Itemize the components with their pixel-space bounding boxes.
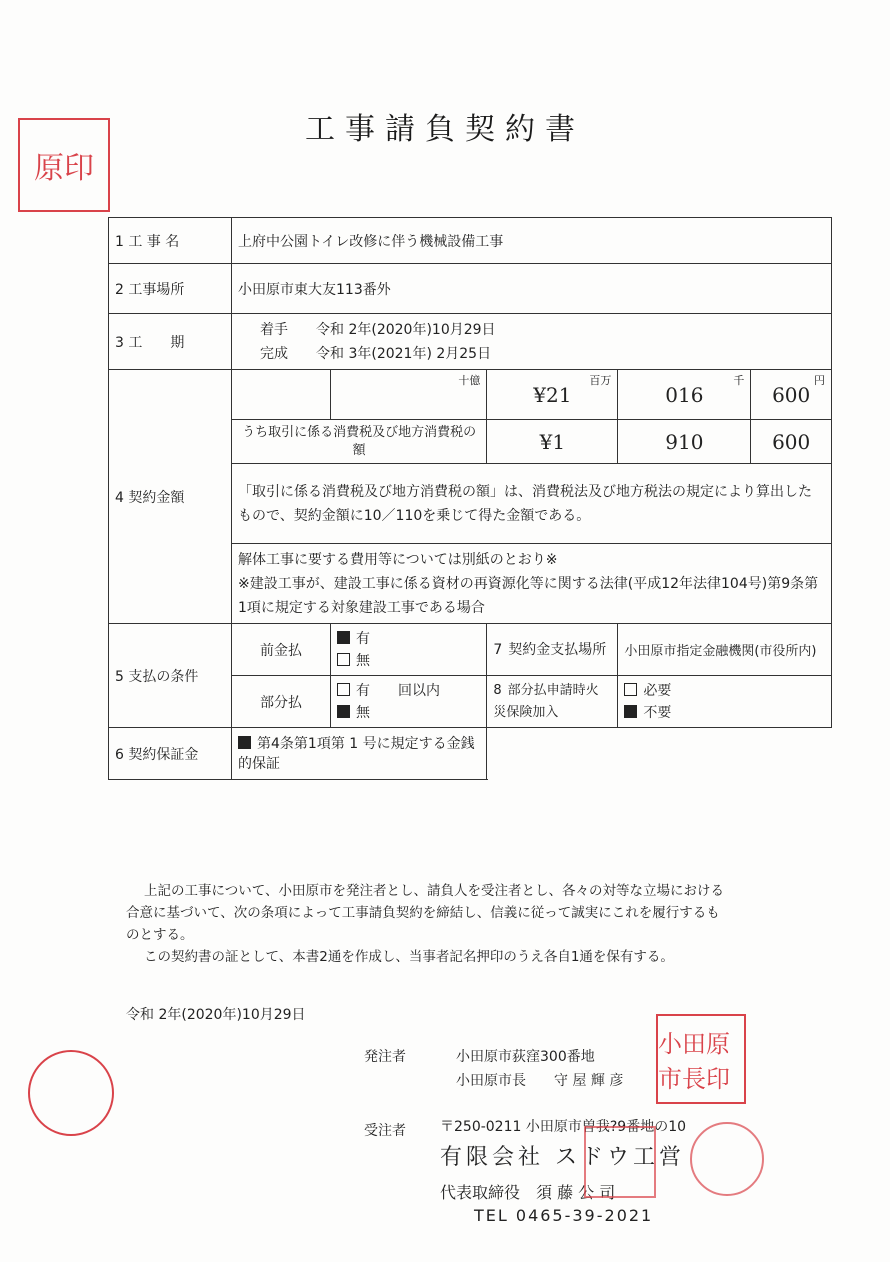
- row1-label: 1 工 事 名: [109, 218, 232, 264]
- orderer-role: 発注者: [364, 1049, 406, 1065]
- row2-value: 小田原市東大友113番外: [232, 264, 832, 314]
- row4-label: 4 契約金額: [109, 370, 232, 624]
- top-seal: 原印: [18, 118, 110, 212]
- insurance-noneed-checkbox: [624, 705, 637, 718]
- advance-yes-checkbox: [337, 631, 350, 644]
- orderer-address: 小田原市荻窪300番地: [456, 1049, 595, 1065]
- insurance-label: 8 部分払申請時火災保険加入: [487, 676, 618, 728]
- row6-value: 第4条第1項第 1 号に規定する金銭的保証: [232, 728, 487, 780]
- tax-note: 「取引に係る消費税及び地方消費税の額」は、消費税法及び地方税法の規定により算出したもので、契約金額に10／110を乗じて得た金額である。: [232, 464, 832, 544]
- contract-date: 令和 2年(2020年)10月29日: [126, 1007, 306, 1023]
- document-title: 工事請負契約書: [305, 112, 585, 147]
- payment-place-value: 小田原市指定金融機関(市役所内): [618, 624, 832, 676]
- contractor-address: 〒250-0211 小田原市曽我?9番地の10: [440, 1119, 687, 1135]
- amount-thousand: 016 千: [618, 370, 751, 420]
- round-seal-right: [690, 1122, 764, 1196]
- contractor-role: 受注者: [364, 1123, 406, 1139]
- contractor-representative: 代表取締役 須 藤 公 司: [440, 1183, 616, 1202]
- row6-label: 6 契約保証金: [109, 728, 232, 780]
- guarantee-checkbox: [238, 736, 251, 749]
- row3-value: 着手 令和 2年(2020年)10月29日 完成 令和 3年(2021年) 2月25日: [232, 314, 832, 370]
- tax-thousand: 910: [618, 420, 751, 464]
- partial-no-checkbox: [337, 705, 350, 718]
- partial-options: 有 回以内 無: [331, 676, 487, 728]
- tax-million: ¥1: [487, 420, 618, 464]
- partial-yes-checkbox: [337, 683, 350, 696]
- contractor-company: 有限会社 スドウ工営: [440, 1145, 685, 1170]
- row1-value: 上府中公園トイレ改修に伴う機械設備工事: [232, 218, 832, 264]
- mayor-seal: 小田原市長印: [656, 1014, 746, 1104]
- row3-label: 3 工 期: [109, 314, 232, 370]
- advance-label: 前金払: [232, 624, 331, 676]
- tax-yen: 600: [751, 420, 832, 464]
- copies-paragraph: この契約書の証として、本書2通を作成し、当事者記名押印のうえ各自1通を保有する。: [144, 949, 674, 965]
- insurance-options: 必要 不要: [618, 676, 832, 728]
- partial-label: 部分払: [232, 676, 331, 728]
- row5-label: 5 支払の条件: [109, 624, 232, 728]
- advance-no-checkbox: [337, 653, 350, 666]
- advance-options: 有 無: [331, 624, 487, 676]
- contract-table: 1 工 事 名 上府中公園トイレ改修に伴う機械設備工事 2 工事場所 小田原市東大友113番外 3 工 期 着手 令和 2年(2020年)10月29日 完成 令和 3年(2021年) 2月25日 4 契約金額 十億 ¥21 百万 016 千 600 円 うち取引に係る消費税及び地方消費税の額 ¥1 910 600 「取引に係る消費税及び地方消費税の額」は、消費税法及び地方税法の規定により算出したもので、契約金額に10／110を乗じて得た金額である。 解体工事に要する費用等については別紙のとおり※ ※建設工事が、建設工事に係る資材の再資源化等に関する法律(平成12年法律104号)第9条第1項に規定する対象建設工事である場合 5 支払の条件 前金払 有 無 7 契約金支払場所 小田原市指定金融機関(市役所内) 部分払 有 回以内 無 8 部分払申請時火災保険加入 必要 不要 6 契約保証金 第4条第1項第 1 号に規定する金銭的保証: [108, 217, 832, 780]
- row2-label: 2 工事場所: [109, 264, 232, 314]
- amount-million: ¥21 百万: [487, 370, 618, 420]
- tax-label: うち取引に係る消費税及び地方消費税の額: [232, 420, 487, 464]
- insurance-need-checkbox: [624, 683, 637, 696]
- company-seal: [584, 1126, 656, 1198]
- round-seal-left: [28, 1050, 114, 1136]
- amount-yen: 600 円: [751, 370, 832, 420]
- orderer-name: 小田原市長 守 屋 輝 彦: [456, 1073, 624, 1089]
- contractor-tel: TEL 0465-39-2021: [474, 1206, 654, 1225]
- demolition-note: 解体工事に要する費用等については別紙のとおり※ ※建設工事が、建設工事に係る資材の再資源化等に関する法律(平成12年法律104号)第9条第1項に規定する対象建設工事である場合: [232, 544, 832, 624]
- agreement-paragraph: 上記の工事について、小田原市を発注者とし、請負人を受注者とし、各々の対等な立場における合意に基づいて、次の条項によって工事請負契約を締結し、信義に従って誠実にこれを履行するものとする。: [126, 883, 724, 943]
- payment-place-label: 7 契約金支払場所: [487, 624, 618, 676]
